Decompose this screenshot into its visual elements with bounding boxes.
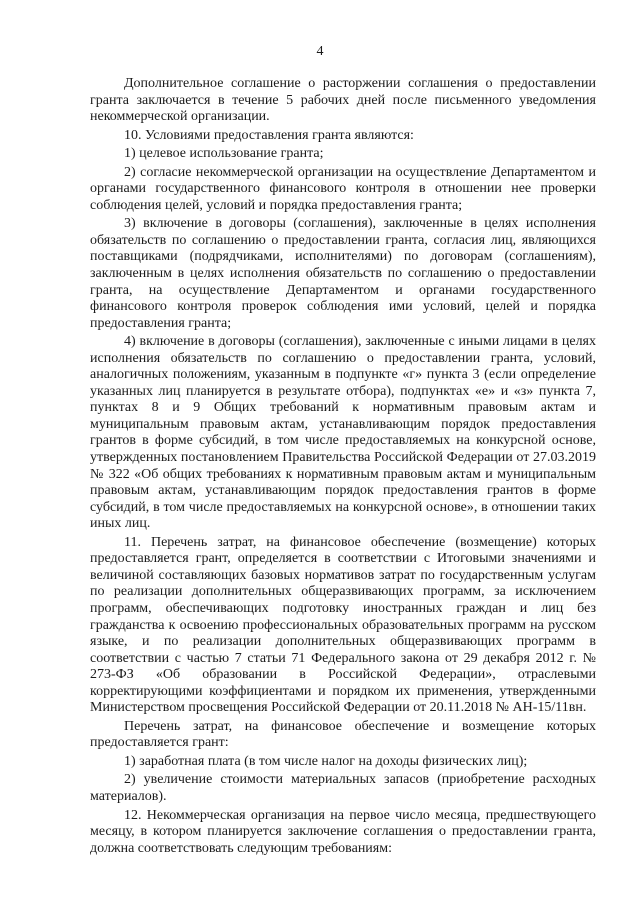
paragraph-termination-agreement: Дополнительное соглашение о расторжении соглашения о предоставлении гранта заключается в течение 5 рабочих дней после письменного уведомления некоммерческой организации. — [90, 76, 596, 125]
paragraph-10-item-3: 3) включение в договоры (соглашения), заключенные в целях исполнения обязательств по соглашению о предоставлении гранта, согласия лиц, являющихся поставщиками (подрядчиками, исполнителями) по договорам (соглашениям), заключенным в целях исполнения обязательств по соглашению о предоставлении гранта, на осуществление Департаментом и органами государственного финансового контроля проверок соблюдения ими условий, целей и порядка предоставления гранта; — [90, 216, 596, 331]
paragraph-10-item-1: 1) целевое использование гранта; — [124, 146, 324, 162]
paragraph-11: 11. Перечень затрат, на финансовое обеспечение (возмещение) которых предоставляется грант, определяется в соответствии с Итоговыми значениями и величиной составляющих базовых нормативов затрат по государственным услугам по реализации дополнительных общеразвивающих программ, за исключением программ, обеспечивающих подготовку иностранных граждан и лиц без гражданства к освоению профессиональных образовательных программ на русском языке, и по реализации дополнительных общеразвивающих программ в соответствии с частью 7 статьи 71 Федерального закона от 29 декабря 2012 г. № 273-ФЗ «Об образовании в Российской Федерации», отраслевыми корректирующими коэффициентами и порядком их применения, утвержденными Министерством просвещения Российской Федерации от 20.11.2018 № АН-15/11вн. — [90, 534, 596, 716]
paragraph-11-item-1: 1) заработная плата (в том числе налог на доходы физических лиц); — [124, 753, 528, 769]
paragraph-11-item-2: 2) увеличение стоимости материальных запасов (приобретение расходных материалов). — [90, 772, 596, 804]
document-body — [90, 76, 596, 857]
paragraph-12: 12. Некоммерческая организация на первое число месяца, предшествующего месяцу, в котором планируется заключение соглашения о предоставлении гранта, должна соответствовать следующим требованиям: — [90, 807, 596, 856]
page-number: 4 — [316, 44, 324, 59]
paragraph-10-item-2: 2) согласие некоммерческой организации на осуществление Департаментом и органами государственного финансового контроля в отношении нее проверки соблюдения целей, условий и порядка предоставления гранта; — [90, 164, 596, 213]
paragraph-10-item-4: 4) включение в договоры (соглашения), заключенные с иными лицами в целях исполнения обязательств по соглашению о предоставлении гранта, условий, аналогичных положениям, указанным в подпункте «г» пункта 3 (если определение указанных лиц планируется в результате отбора), подпунктах «е» и «з» пункта 7, пунктах 8 и 9 Общих требований к нормативным правовым актам и муниципальным правовым актам, устанавливающим порядок предоставления грантов в форме субсидий, в том числе предоставляемых на конкурсной основе, утвержденных постановлением Правительства Российской Федерации от 27.03.2019 № 322 «Об общих требованиях к нормативным правовым актам и муниципальным правовым актам, устанавливающим порядок предоставления грантов в форме субсидий, в том числе предоставляемых на конкурсной основе», в отношении таких иных лиц. — [90, 334, 596, 532]
paragraph-10-heading: 10. Условиями предоставления гранта являются: — [124, 127, 414, 143]
paragraph-11-cost-list-intro: Перечень затрат, на финансовое обеспечение и возмещение которых предоставляется грант: — [90, 718, 596, 751]
